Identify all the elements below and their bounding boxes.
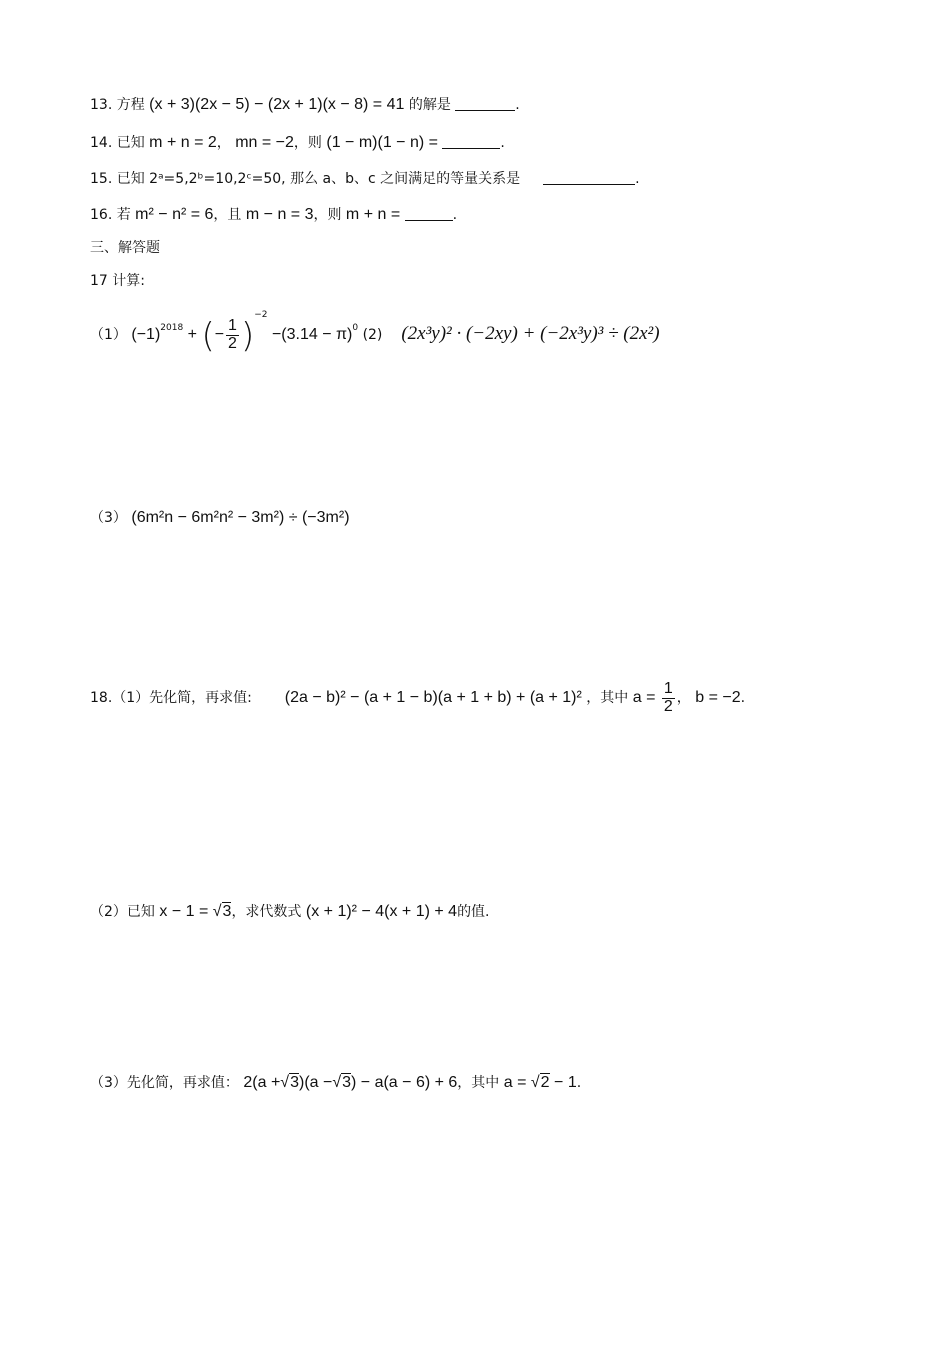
q17-p1-frac-den: 2 bbox=[228, 334, 237, 352]
q18-p3-expr-a: 2(a + bbox=[243, 1074, 281, 1091]
q18-p2-label: （2）已知 bbox=[90, 904, 155, 920]
q13-number: 13. 方程 bbox=[90, 97, 145, 113]
q17-p1-plus: + bbox=[187, 326, 197, 343]
q15-end: . bbox=[635, 171, 640, 187]
q17-p2-expression: (2x³y)² · (−2xy) + (−2x³y)³ ÷ (2x²) bbox=[401, 323, 660, 344]
q16-answer-blank[interactable] bbox=[405, 206, 453, 221]
q17-p1-exp-a: 2018 bbox=[160, 323, 184, 333]
q18-p1-a-lhs: a = bbox=[632, 689, 656, 706]
q15-number: 15. 已知 bbox=[90, 171, 145, 187]
q18-p3-end: . bbox=[576, 1075, 582, 1091]
q18-p3-sqrt-3: √2 bbox=[530, 1074, 550, 1091]
q14-condition-2: mn = −2 bbox=[235, 134, 294, 151]
section-3-title: 三、解答题 bbox=[90, 240, 160, 256]
q18-p3-label: （3）先化简，再求值： bbox=[90, 1075, 239, 1091]
q18-p1-end: . bbox=[740, 690, 746, 706]
q17-p1-label: （1） bbox=[90, 327, 127, 343]
q18-p2-sqrt: √3 bbox=[212, 903, 232, 920]
question-15 bbox=[90, 169, 640, 189]
q16-expression: m + n = bbox=[345, 206, 401, 223]
question-13 bbox=[90, 95, 520, 115]
q18-p3-expr-c: ) − a(a − 6) + 6 bbox=[351, 1074, 458, 1091]
question-17-part-1-2: （1） $(-1)^{2018}$ + (− $\frac{1}{2}$ )$^{-2} -(3.14 - \pi)^0$ (2) (2x³y)² · (−2xy) + (−2x³y)³ ÷ (2x²) bbox=[90, 310, 660, 356]
q14-condition-1: m + n = 2 bbox=[149, 134, 217, 151]
q16-sep-1: ，且 bbox=[213, 207, 242, 223]
q17-p1-frac-num: 1 bbox=[228, 316, 237, 334]
q14-sep-2: ，则 bbox=[293, 135, 322, 151]
q13-equation: (x + 3)(2x − 5) − (2x + 1)(x − 8) = 41 bbox=[149, 96, 405, 113]
q13-answer-blank[interactable] bbox=[455, 96, 515, 111]
q18-p1-a-fraction bbox=[662, 681, 675, 716]
question-18-part-3 bbox=[90, 1073, 581, 1093]
q17-p1-exp-b: −2 bbox=[254, 310, 268, 320]
q17-p1-fraction bbox=[226, 318, 239, 353]
q14-answer-blank[interactable] bbox=[442, 134, 500, 149]
q18-p3-a-lhs: a = bbox=[503, 1074, 527, 1091]
q17-p1-expr-a: (−1) bbox=[131, 326, 161, 343]
q17-p1-left-paren: ( bbox=[201, 316, 215, 356]
question-14 bbox=[90, 133, 505, 153]
q18-p3-sqrt-1: √3 bbox=[280, 1074, 299, 1091]
q18-p1-where: ，其中 bbox=[586, 690, 629, 706]
q14-number: 14. 已知 bbox=[90, 135, 145, 151]
q15-text: 那么 a、b、c 之间满足的等量关系是 bbox=[290, 171, 521, 187]
q15-answer-blank[interactable] bbox=[543, 170, 635, 185]
q17-p3-label: （3） bbox=[90, 510, 127, 526]
q16-sep-2: ，则 bbox=[313, 207, 342, 223]
q14-sep-1: ， bbox=[216, 135, 231, 151]
q13-end: . bbox=[515, 97, 520, 113]
q16-number: 16. 若 bbox=[90, 207, 131, 223]
q18-p1-sep: ， bbox=[676, 690, 691, 706]
q18-p3-sqrt-2: √3 bbox=[332, 1074, 352, 1091]
q18-p3-radicand-1: 3 bbox=[290, 1074, 299, 1091]
q13-suffix: 的解是 bbox=[408, 97, 451, 113]
question-17-part-3 bbox=[90, 508, 350, 528]
q16-end: . bbox=[452, 207, 458, 223]
q18-p2-condition-lhs: x − 1 = bbox=[159, 903, 209, 920]
q17-p3-expression: (6m²n − 6m²n² − 3m²) ÷ (−3m²) bbox=[131, 509, 350, 526]
q17-p2-label: (2) bbox=[362, 327, 383, 343]
question-17-title: 17 计算: bbox=[90, 273, 145, 289]
q18-p3-radicand-3: 2 bbox=[540, 1074, 550, 1091]
q17-p1-expr-c: −(3.14 − π) bbox=[271, 326, 353, 343]
q14-expression: (1 − m)(1 − n) = bbox=[326, 134, 438, 151]
q18-p2-radicand: 3 bbox=[222, 903, 232, 920]
question-18-part-1 bbox=[90, 676, 745, 720]
q18-p1-label: 18.（1）先化简，再求值: bbox=[90, 690, 252, 706]
q18-p1-a-num: 1 bbox=[663, 679, 673, 697]
q18-p1-b-condition: b = −2 bbox=[695, 689, 741, 706]
q18-p3-where: ，其中 bbox=[457, 1075, 500, 1091]
q15-conditions: 2ᵃ=5,2ᵇ=10,2ᶜ=50, bbox=[149, 171, 286, 187]
q18-p3-expr-b: )(a − bbox=[298, 1074, 333, 1091]
q18-p2-text: ，求代数式 bbox=[231, 904, 302, 920]
q17-p1-exp-c: 0 bbox=[352, 323, 359, 333]
question-18-part-2 bbox=[90, 902, 490, 922]
q18-p2-expression: (x + 1)² − 4(x + 1) + 4 bbox=[305, 903, 458, 920]
q18-p1-expression: (2a − b)² − (a + 1 − b)(a + 1 + b) + (a + 1)² bbox=[284, 689, 582, 706]
q18-p2-suffix: 的值. bbox=[457, 904, 490, 920]
q18-p1-a-den: 2 bbox=[663, 697, 673, 715]
q16-condition-1: m² − n² = 6 bbox=[135, 206, 214, 223]
question-16 bbox=[90, 205, 457, 225]
q17-p1-right-paren: ) bbox=[240, 316, 255, 356]
q18-p3-radicand-2: 3 bbox=[342, 1074, 352, 1091]
q16-condition-2: m − n = 3 bbox=[245, 206, 314, 223]
q18-p3-a-rhs: − 1 bbox=[554, 1074, 577, 1091]
q14-end: . bbox=[500, 135, 505, 151]
